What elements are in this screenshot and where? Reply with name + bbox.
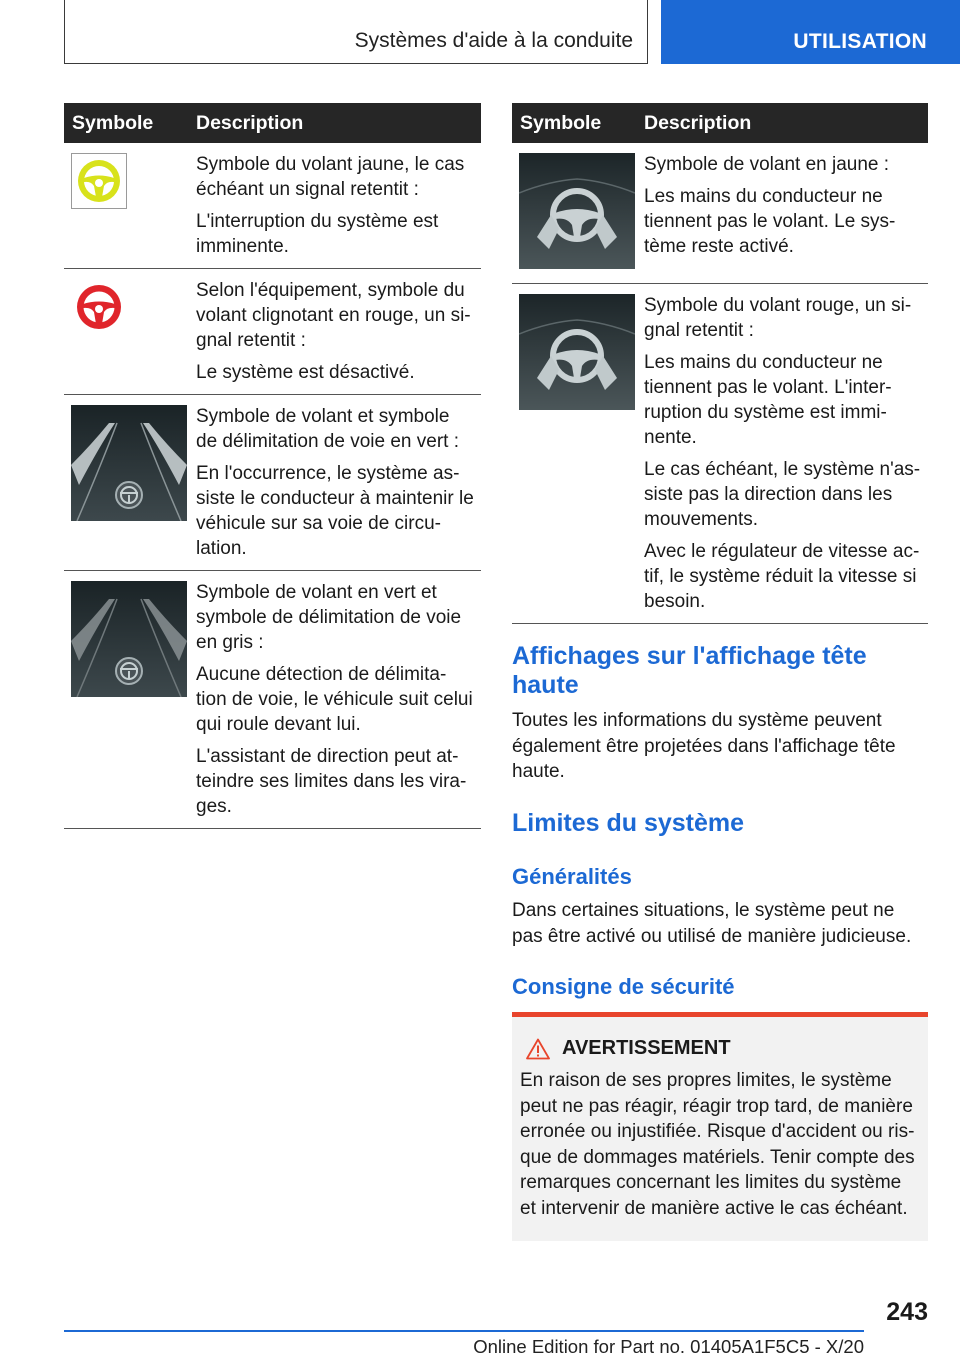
table-row [512,284,928,624]
description-text: Le cas échéant, le système n'as-siste pas la direction dans les mouvements. [644,459,921,530]
description-text: L'assistant de direction peut at-teindre ses limites dans les vira-ges. [196,746,467,817]
symbol-table-right [512,103,928,624]
col-header-symbol: Symbole [64,103,188,143]
description-text: Symbole de volant et symbole de délimitation de voie en vert : [196,406,459,452]
description-text: Avec le régulateur de vitesse ac-tif, le système réduit la vitesse si besoin. [644,541,920,612]
description-text: Symbole de volant en vert et symbole de délimitation de voie en gris : [196,582,462,653]
hands-off-wheel-red-display-icon [519,294,635,410]
description-text: Les mains du conducteur ne tiennent pas le volant. Le sys-tème reste activé. [644,186,896,257]
steering-wheel-red-icon [71,279,127,335]
hud-heading: Affichages sur l'affichage tête haute [512,642,867,699]
description-text: Le système est désactivé. [196,362,415,383]
description-text: Symbole du volant jaune, le cas échéant un signal retentit : [196,154,465,200]
running-header-section [64,0,648,64]
chapter-title: UTILISATION [793,30,927,53]
warning-box [512,1012,928,1241]
description-text: Symbole de volant en jaune : [644,154,890,175]
limits-heading: Limites du système [512,809,745,837]
description-text: En l'occurrence, le système as-siste le conducteur à maintenir le véhicule sur sa voie de circu-lation. [196,463,474,559]
table-row [64,395,481,571]
lane-steering-gray-display-icon [71,581,187,697]
page-number: 243 [886,1298,928,1326]
table-row [64,571,481,829]
description-text: Symbole du volant rouge, un si-gnal retentit : [644,295,912,341]
warning-text: En raison de ses propres limites, le système peut ne pas réagir, réagir trop tard, de manière erronée ou injustifiée. Risque d'accident ou ris-que de dommages matériels. Tenir compte des remarques concernant les limites du système et intervenir de manière active le cas échéant. [520,1070,915,1219]
col-header-description: Description [188,103,481,143]
description-text: Les mains du conducteur ne tiennent pas le volant. L'inter-ruption du système est immi-nente. [644,352,892,448]
running-header-chapter [661,0,960,64]
section-title: Systèmes d'aide à la conduite [354,29,633,52]
hands-off-wheel-yellow-display-icon [519,153,635,269]
hud-text: Toutes les informations du système peuvent également être projetées dans l'affichage tête haute. [512,710,896,782]
footer-divider [64,1330,864,1332]
lane-steering-green-display-icon [71,405,187,521]
table-row [64,269,481,395]
table-row [512,143,928,284]
safety-subheading: Consigne de sécurité [512,974,735,999]
edition-note: Online Edition for Part no. 01405A1F5C5 - X/20 [473,1336,864,1357]
col-header-description: Description [636,103,928,143]
description-text: Aucune détection de délimita-tion de voie, le véhicule suit celui qui roule devant lui. [196,664,473,735]
warning-triangle-icon [526,1038,550,1060]
general-text: Dans certaines situations, le système peut ne pas être activé ou utilisé de manière judicieuse. [512,900,912,947]
description-text: L'interruption du système est imminente. [196,211,439,257]
warning-title-row [526,1037,920,1060]
table-row [64,143,481,269]
warning-title: AVERTISSEMENT [562,1037,731,1059]
symbol-table-left [64,103,481,829]
general-subheading: Généralités [512,864,632,889]
description-text: Selon l'équipement, symbole du volant clignotant en rouge, un si-gnal retentit : [196,280,471,351]
col-header-symbol: Symbole [512,103,636,143]
steering-wheel-yellow-icon [71,153,127,209]
